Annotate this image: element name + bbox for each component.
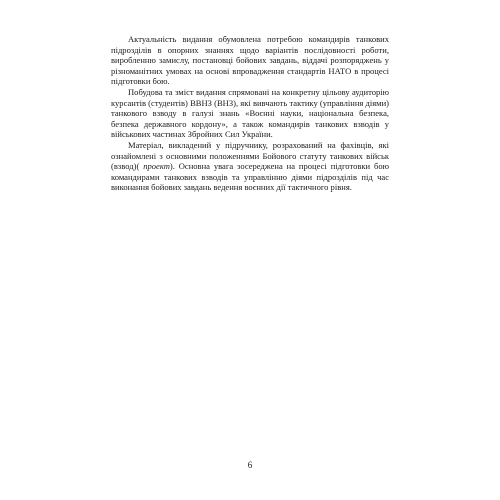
- page-number: 6: [247, 460, 253, 470]
- italic-draft-word: проект: [143, 161, 170, 172]
- paragraph-material-start: Матеріал, викладений у підручнику, розрахований на фахівців, які ознайомлені з основними положеннями Бойового статуту танкових військ (взвод)(: [111, 139, 389, 172]
- paragraph-audience: Побудова та зміст видання спрямовані на конкретну цільову аудиторію курсантів (студентів) ВВНЗ (ВНЗ), які вивчають тактику (управління діями) танкового взводу в галузі знань «Воєнні науки, національна безпека, безпека державного кордону», а також командирів танкових взводів у військових частинах Збройних Сил України.: [111, 86, 389, 140]
- paragraph-material: [111, 140, 389, 193]
- paragraph-relevance: Актуальність видання обумовлена потребою командирів танкових підрозділів в опорних знаннях щодо варіантів послідовності роботи, виробленню замислу, постановці бойових завдань, віддачі розпоряджень у різноманітних умовах на основі впровадження стандартів НАТО в процесі підготовки бою.: [111, 34, 389, 87]
- body-text: [111, 34, 389, 193]
- paragraph-material-end: ). Основна увага зосереджена на процесі підготовки бою командирами танкових взводів та управлінню діями підрозділів під час виконання бойових завдань ведення воєнних дії тактичного рівня.: [111, 161, 389, 193]
